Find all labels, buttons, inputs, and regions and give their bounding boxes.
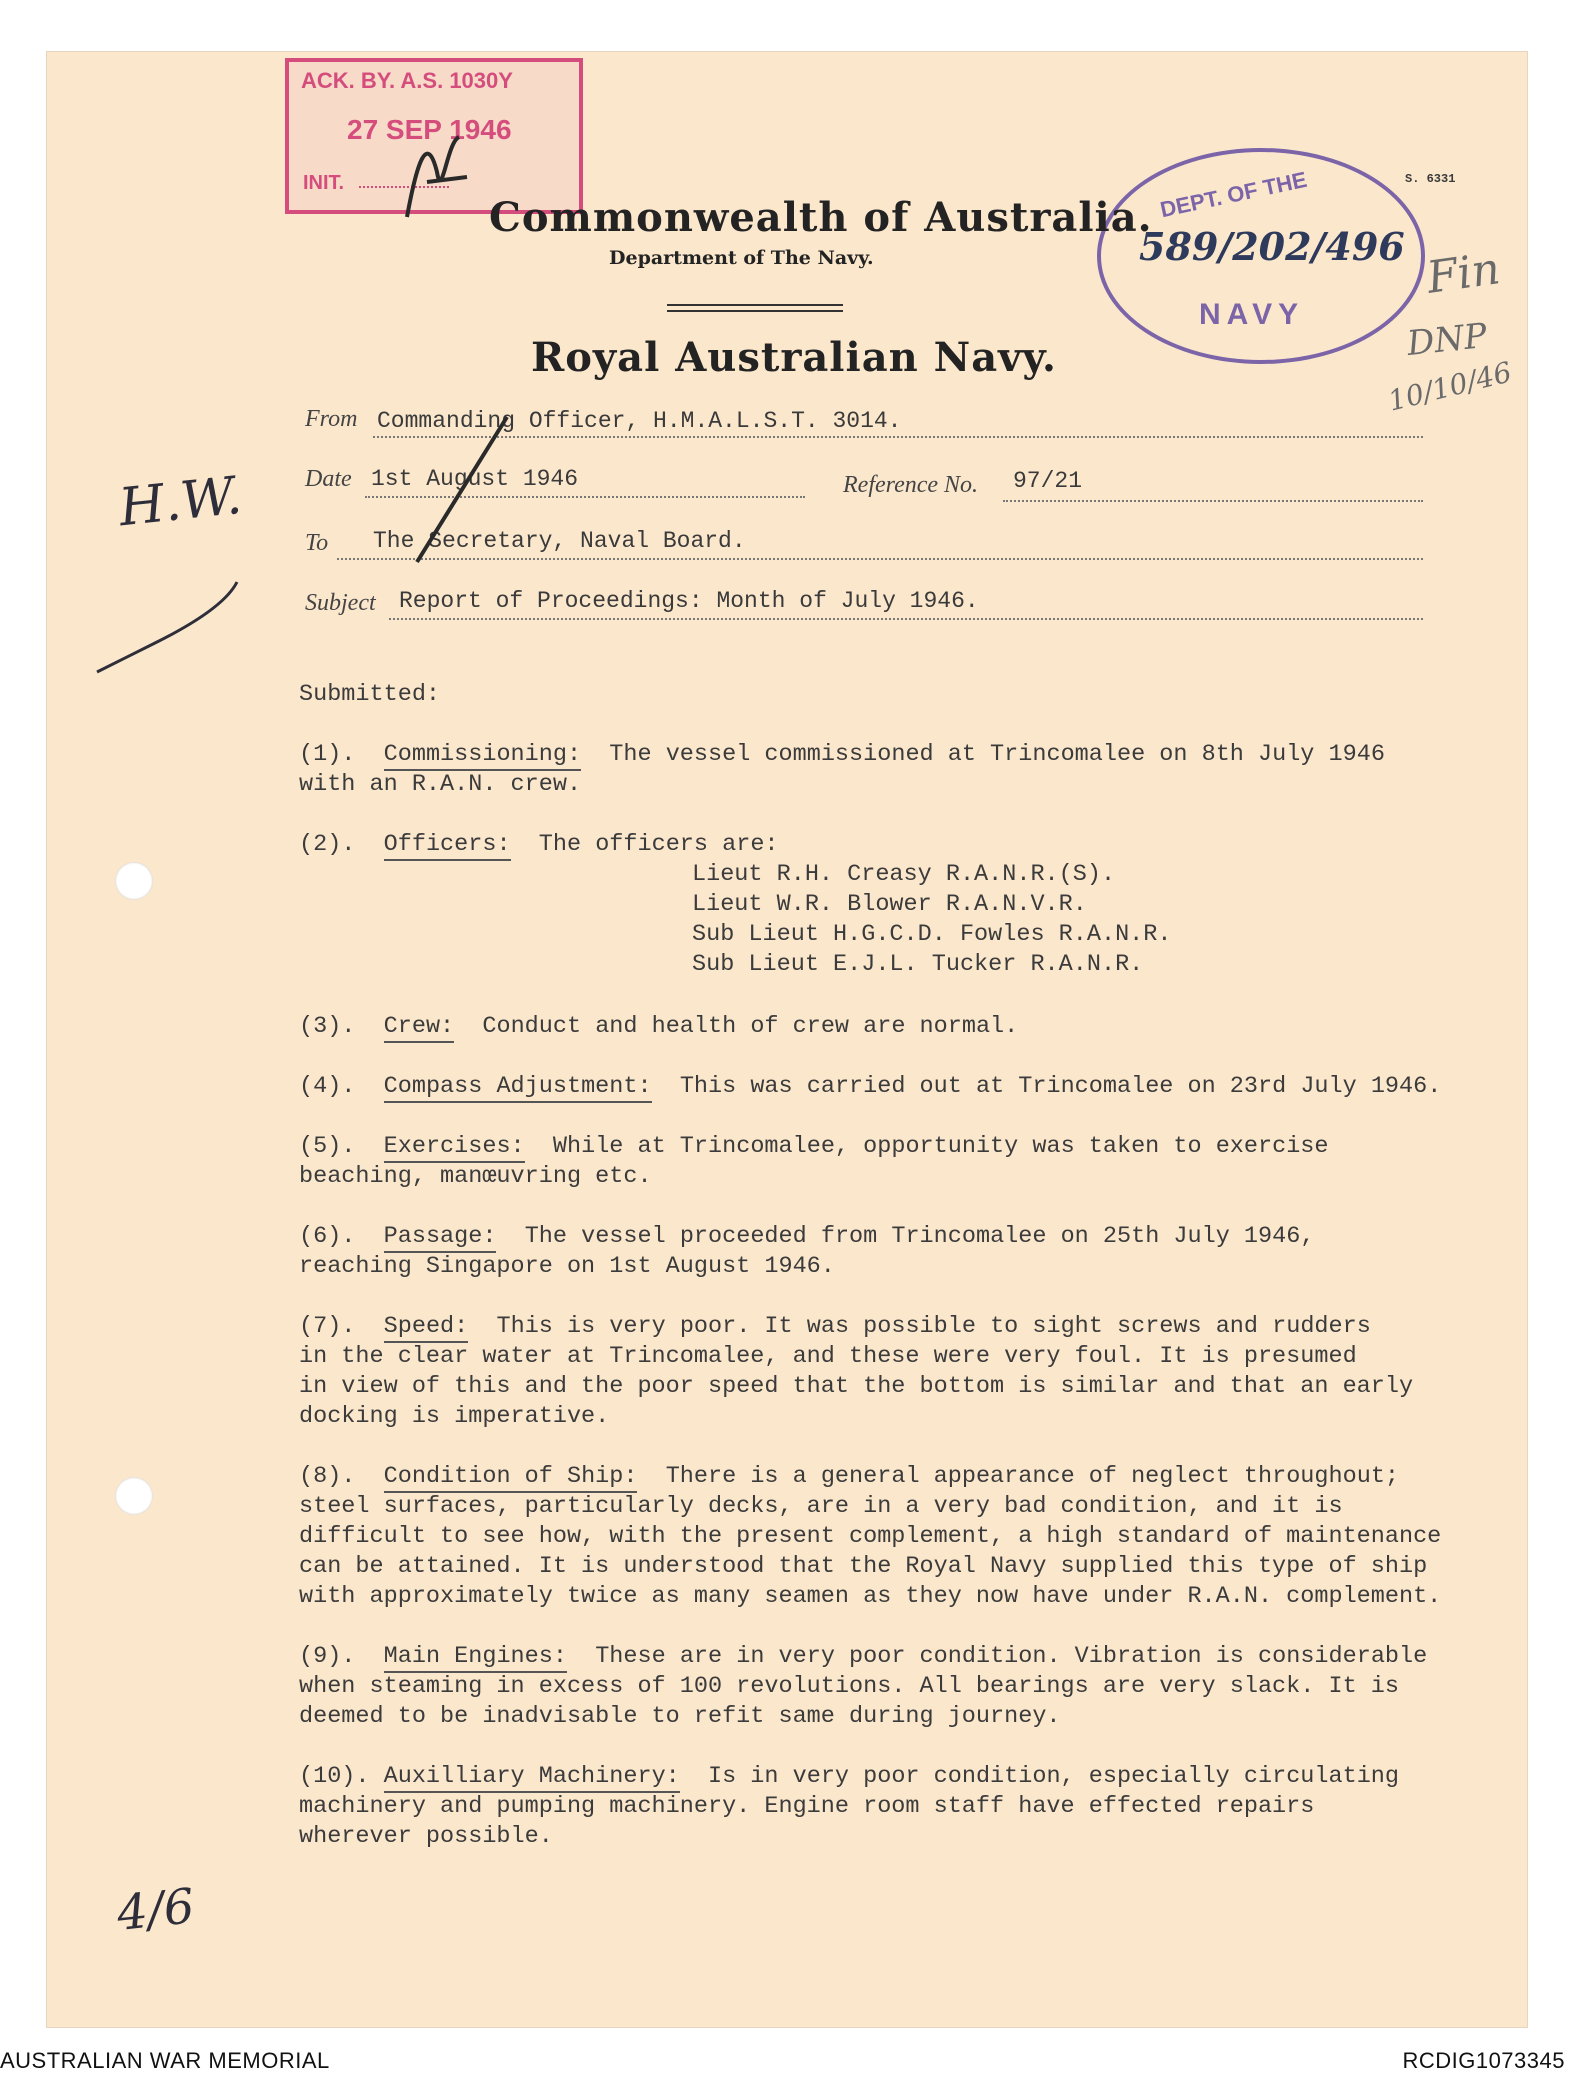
punch-hole-top <box>115 862 153 900</box>
section-3-number: (3). <box>299 1013 356 1040</box>
section-8-number: (8). <box>299 1463 356 1490</box>
section-3-heading: Crew: <box>384 1013 455 1043</box>
ack-stamp-date: 27 SEP 1946 <box>347 114 512 145</box>
section-2-heading: Officers: <box>384 831 511 861</box>
dept-navy-stamp <box>1097 148 1425 364</box>
section-8-line-3: difficult to see how, with the present complement, a high standard of maintenance <box>299 1523 1442 1550</box>
section-9 <box>299 1642 1427 1672</box>
punch-hole-bottom <box>115 1477 153 1515</box>
subject-value: Report of Proceedings: Month of July 1946. <box>399 588 979 614</box>
section-1-line-2: with an R.A.N. crew. <box>299 771 582 798</box>
section-8-line-2: steel surfaces, particularly decks, are in a very bad condition, and it is <box>299 1493 1343 1520</box>
section-1-number: (1). <box>299 741 356 768</box>
dept-stamp-top: DEPT. OF THE <box>1157 166 1309 223</box>
from-label: From <box>305 406 358 432</box>
section-10-line-2: machinery and pumping machinery. Engine room staff have effected repairs <box>299 1793 1315 1820</box>
section-8 <box>299 1462 1399 1492</box>
footer-id: RCDIG1073345 <box>1402 2048 1565 2073</box>
section-5 <box>299 1132 1329 1162</box>
section-4-heading: Compass Adjustment: <box>384 1073 652 1103</box>
form-number: S. 6331 <box>1405 172 1456 186</box>
dept-stamp-number: 589/202/496 <box>1139 224 1405 269</box>
initial-scribble-icon <box>397 122 477 232</box>
section-10-line-1: Is in very poor condition, especially circulating <box>708 1763 1400 1790</box>
to-value: The Secretary, Naval Board. <box>373 528 746 554</box>
subject-label: Subject <box>305 590 376 616</box>
letterhead-rule-2 <box>667 310 843 312</box>
section-5-line-1: While at Trincomalee, opportunity was taken to exercise <box>552 1133 1329 1160</box>
pencil-note-3: 10/10/46 <box>1384 355 1515 418</box>
margin-tick-icon <box>77 522 257 682</box>
section-8-line-4: can be attained. It is understood that the Royal Navy supplied this type of ship <box>299 1553 1428 1580</box>
section-7-line-3: in view of this and the poor speed that the bottom is similar and that an early <box>299 1373 1414 1400</box>
section-10-line-3: wherever possible. <box>299 1823 553 1850</box>
section-10-heading: Auxilliary Machinery: <box>384 1763 680 1793</box>
reference-line <box>1003 500 1423 502</box>
date-value: 1st August 1946 <box>371 466 579 492</box>
section-9-line-3: deemed to be inadvisable to refit same during journey. <box>299 1703 1061 1730</box>
reference-value: 97/21 <box>1013 468 1083 494</box>
section-6-heading: Passage: <box>384 1223 497 1253</box>
section-3 <box>299 1012 1018 1042</box>
section-8-line-5: with approximately twice as many seamen as they now have under R.A.N. complement. <box>299 1583 1442 1610</box>
document-sheet <box>47 52 1527 2027</box>
section-2 <box>299 830 779 860</box>
officer-2: Lieut W.R. Blower R.A.N.V.R. <box>692 891 1087 918</box>
section-9-number: (9). <box>299 1643 356 1670</box>
footer-source: AUSTRALIAN WAR MEMORIAL <box>0 2048 330 2073</box>
letterhead-rule-1 <box>667 304 843 306</box>
section-7-heading: Speed: <box>384 1313 469 1343</box>
section-2-line-1: The officers are: <box>538 831 779 858</box>
from-line <box>373 436 1423 438</box>
section-1-line-1: The vessel commissioned at Trincomalee on 8th July 1946 <box>609 741 1385 768</box>
section-9-line-1: These are in very poor condition. Vibration is considerable <box>595 1643 1428 1670</box>
section-5-number: (5). <box>299 1133 356 1160</box>
section-5-line-2: beaching, manœuvring etc. <box>299 1163 652 1190</box>
section-9-heading: Main Engines: <box>384 1643 567 1673</box>
reference-label: Reference No. <box>843 472 979 498</box>
submitted-label: Submitted: <box>299 681 441 708</box>
margin-initials: H.W. <box>116 465 245 539</box>
section-7-line-2: in the clear water at Trincomalee, and these were very foul. It is presumed <box>299 1343 1357 1370</box>
section-10 <box>299 1762 1399 1792</box>
section-6-number: (6). <box>299 1223 356 1250</box>
officer-1: Lieut R.H. Creasy R.A.N.R.(S). <box>692 861 1116 888</box>
section-5-heading: Exercises: <box>384 1133 525 1163</box>
section-6-line-1: The vessel proceeded from Trincomalee on 25th July 1946, <box>524 1223 1315 1250</box>
section-4-line-1: This was carried out at Trincomalee on 23rd July 1946. <box>679 1073 1442 1100</box>
subject-line <box>389 618 1423 620</box>
pencil-note-1: Fin <box>1423 243 1504 304</box>
section-7-line-1: This is very poor. It was possible to sight screws and rudders <box>496 1313 1371 1340</box>
to-label: To <box>305 530 329 556</box>
section-7 <box>299 1312 1371 1342</box>
ack-stamp-init: INIT. <box>303 172 345 194</box>
section-1 <box>299 740 1385 770</box>
from-value: Commanding Officer, H.M.A.L.S.T. 3014. <box>377 408 902 434</box>
section-2-number: (2). <box>299 831 356 858</box>
officer-4: Sub Lieut E.J.L. Tucker R.A.N.R. <box>692 951 1144 978</box>
diagonal-ink-stroke-icon <box>407 412 527 572</box>
letterhead-title: Commonwealth of Australia. <box>489 194 1153 241</box>
section-6-line-2: reaching Singapore on 1st August 1946. <box>299 1253 835 1280</box>
section-7-line-4: docking is imperative. <box>299 1403 610 1430</box>
section-10-number: (10). <box>299 1763 370 1790</box>
section-3-line-1: Conduct and health of crew are normal. <box>482 1013 1019 1040</box>
bottom-initials: 4/6 <box>114 1878 197 1942</box>
dept-stamp-bottom: NAVY <box>1199 298 1305 331</box>
section-4 <box>299 1072 1441 1102</box>
section-8-heading: Condition of Ship: <box>384 1463 638 1493</box>
section-4-number: (4). <box>299 1073 356 1100</box>
date-label: Date <box>305 466 352 492</box>
section-7-number: (7). <box>299 1313 356 1340</box>
section-9-line-2: when steaming in excess of 100 revolutions. All bearings are very slack. It is <box>299 1673 1399 1700</box>
section-1-heading: Commissioning: <box>384 741 581 771</box>
officer-3: Sub Lieut H.G.C.D. Fowles R.A.N.R. <box>692 921 1172 948</box>
section-8-line-1: There is a general appearance of neglect throughout; <box>665 1463 1400 1490</box>
service-title: Royal Australian Navy. <box>531 334 1057 381</box>
ack-stamp-line: ACK. BY. A.S. 1030Y <box>301 68 513 93</box>
letterhead-department: Department of The Navy. <box>609 247 874 269</box>
pencil-note-2: DNP <box>1405 315 1489 365</box>
section-6 <box>299 1222 1314 1252</box>
